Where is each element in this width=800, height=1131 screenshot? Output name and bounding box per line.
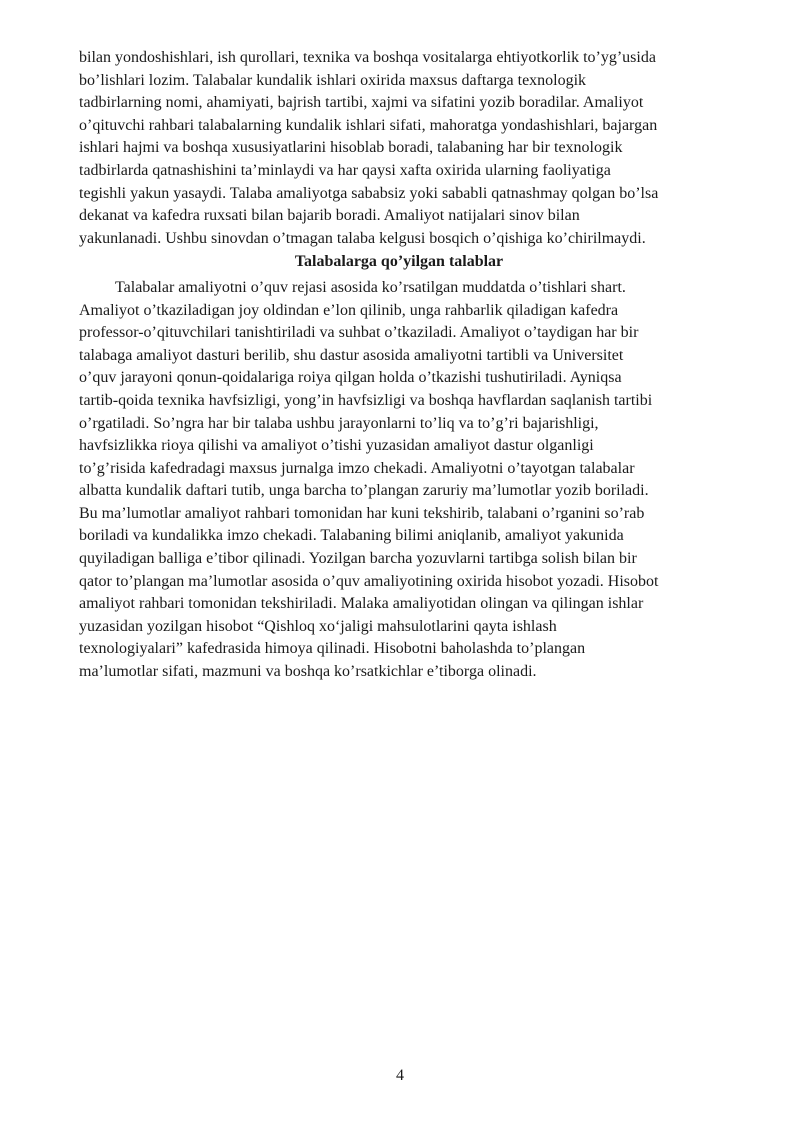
text-line: ma’lumotlar sifati, mazmuni va boshqa ko’rsatkichlar e’tiborga olinadi. xyxy=(79,663,537,681)
text-line: o’qituvchi rahbari talabalarning kundalik ishlari sifati, mahoratga yondashishlari, bajargan xyxy=(79,116,658,134)
text-line: yuzasidan yozilgan hisobot “Qishloq xo‘jaligi mahsulotlarini qayta ishlash xyxy=(79,617,557,635)
paragraph-practice-conduct xyxy=(79,47,719,250)
text-line: dekanat va kafedra ruxsati bilan bajarib boradi. Amaliyot natijalari sinov bilan xyxy=(79,207,580,225)
text-line: yakunlanadi. Ushbu sinovdan o’tmagan talaba kelgusi bosqich o’qishiga ko’chirilmaydi. xyxy=(79,229,646,247)
text-line: bilan yondoshishlari, ish qurollari, texnika va boshqa vositalarga ehtiyotkorlik to’yg’usida xyxy=(79,49,656,66)
text-line: tegishli yakun yasaydi. Talaba amaliyotga sababsiz yoki sababli qatnashmay qolgan bo’lsa xyxy=(79,184,659,202)
text-line: Bu ma’lumotlar amaliyot rahbari tomonidan har kuni tekshirib, talabani o’rganini so’rab xyxy=(79,504,645,522)
text-line: professor-o’qituvchilari tanishtiriladi va suhbat o’tkaziladi. Amaliyot o’taydigan har bir xyxy=(79,324,639,342)
text-line: talabaga amaliyot dasturi berilib, shu dastur asosida amaliyotni tartibli va Universitet xyxy=(79,346,624,364)
text-line: to’g’risida kafedradagi maxsus jurnalga imzo chekadi. Amaliyotni o’tayotgan talabalar xyxy=(79,459,635,477)
text-line: ishlari hajmi va boshqa xususiyatlarini hisoblab boradi, talabaning har bir texnologik xyxy=(79,139,623,157)
document-page xyxy=(79,47,719,684)
section-heading: Talabalarga qo’yilgan talablar xyxy=(294,253,504,271)
text-line: o’rgatiladi. So’ngra har bir talaba ushbu jarayonlarni to’liq va to’g’ri bajarishligi, xyxy=(79,414,599,432)
text-line: tadbirlarning nomi, ahamiyati, bajrish tartibi, xajmi va sifatini yozib boradilar. Amaliyot xyxy=(79,94,644,112)
text-line: albatta kundalik daftari tutib, unga barcha to’plangan zaruriy ma’lumotlar yozib boriladi. xyxy=(79,482,649,500)
text-line: havfsizlikka rioya qilishi va amaliyot o’tishi yuzasidan amaliyot dastur olganligi xyxy=(79,437,594,455)
text-line: texnologiyalari” kafedrasida himoya qilinadi. Hisobotni baholashda to’plangan xyxy=(79,640,586,658)
text-line: Amaliyot o’tkaziladigan joy oldindan e’lon qilinib, unga rahbarlik qiladigan kafedra xyxy=(79,301,619,319)
paragraph-student-requirements xyxy=(79,277,719,684)
text-line: amaliyot rahbari tomonidan tekshiriladi. Malaka amaliyotidan olingan va qilingan ishlar xyxy=(79,595,644,613)
text-line: o’quv jarayoni qonun-qoidalariga roiya qilgan holda o’tkazishi tushutiriladi. Ayniqsa xyxy=(79,369,622,387)
text-line: boriladi va kundalikka imzo chekadi. Talabaning bilimi aniqlanib, amaliyot yakunida xyxy=(79,527,624,545)
text-line: Talabalar amaliyotni o’quv rejasi asosida ko’rsatilgan muddatda o’tishlari shart. xyxy=(115,278,626,296)
text-line: bo’lishlari lozim. Talabalar kundalik ishlari oxirida maxsus daftarga texnologik xyxy=(79,71,587,89)
text-line: qator to’plangan ma’lumotlar asosida o’quv amaliyotining oxirida hisobot yozadi. Hisobot xyxy=(79,572,659,590)
text-line: tadbirlarda qatnashishini ta’minlaydi va har qaysi xafta oxirida ularning faoliyatiga xyxy=(79,161,611,179)
text-line: tartib-qoida texnika havfsizligi, yong’in havfsizligi va boshqa havflardan saqlanish tartibi xyxy=(79,391,653,409)
text-line: quyiladigan balliga e’tibor qilinadi. Yozilgan barcha yozuvlarni tartibga solish bilan bir xyxy=(79,550,637,568)
page-number: 4 xyxy=(396,1067,404,1084)
